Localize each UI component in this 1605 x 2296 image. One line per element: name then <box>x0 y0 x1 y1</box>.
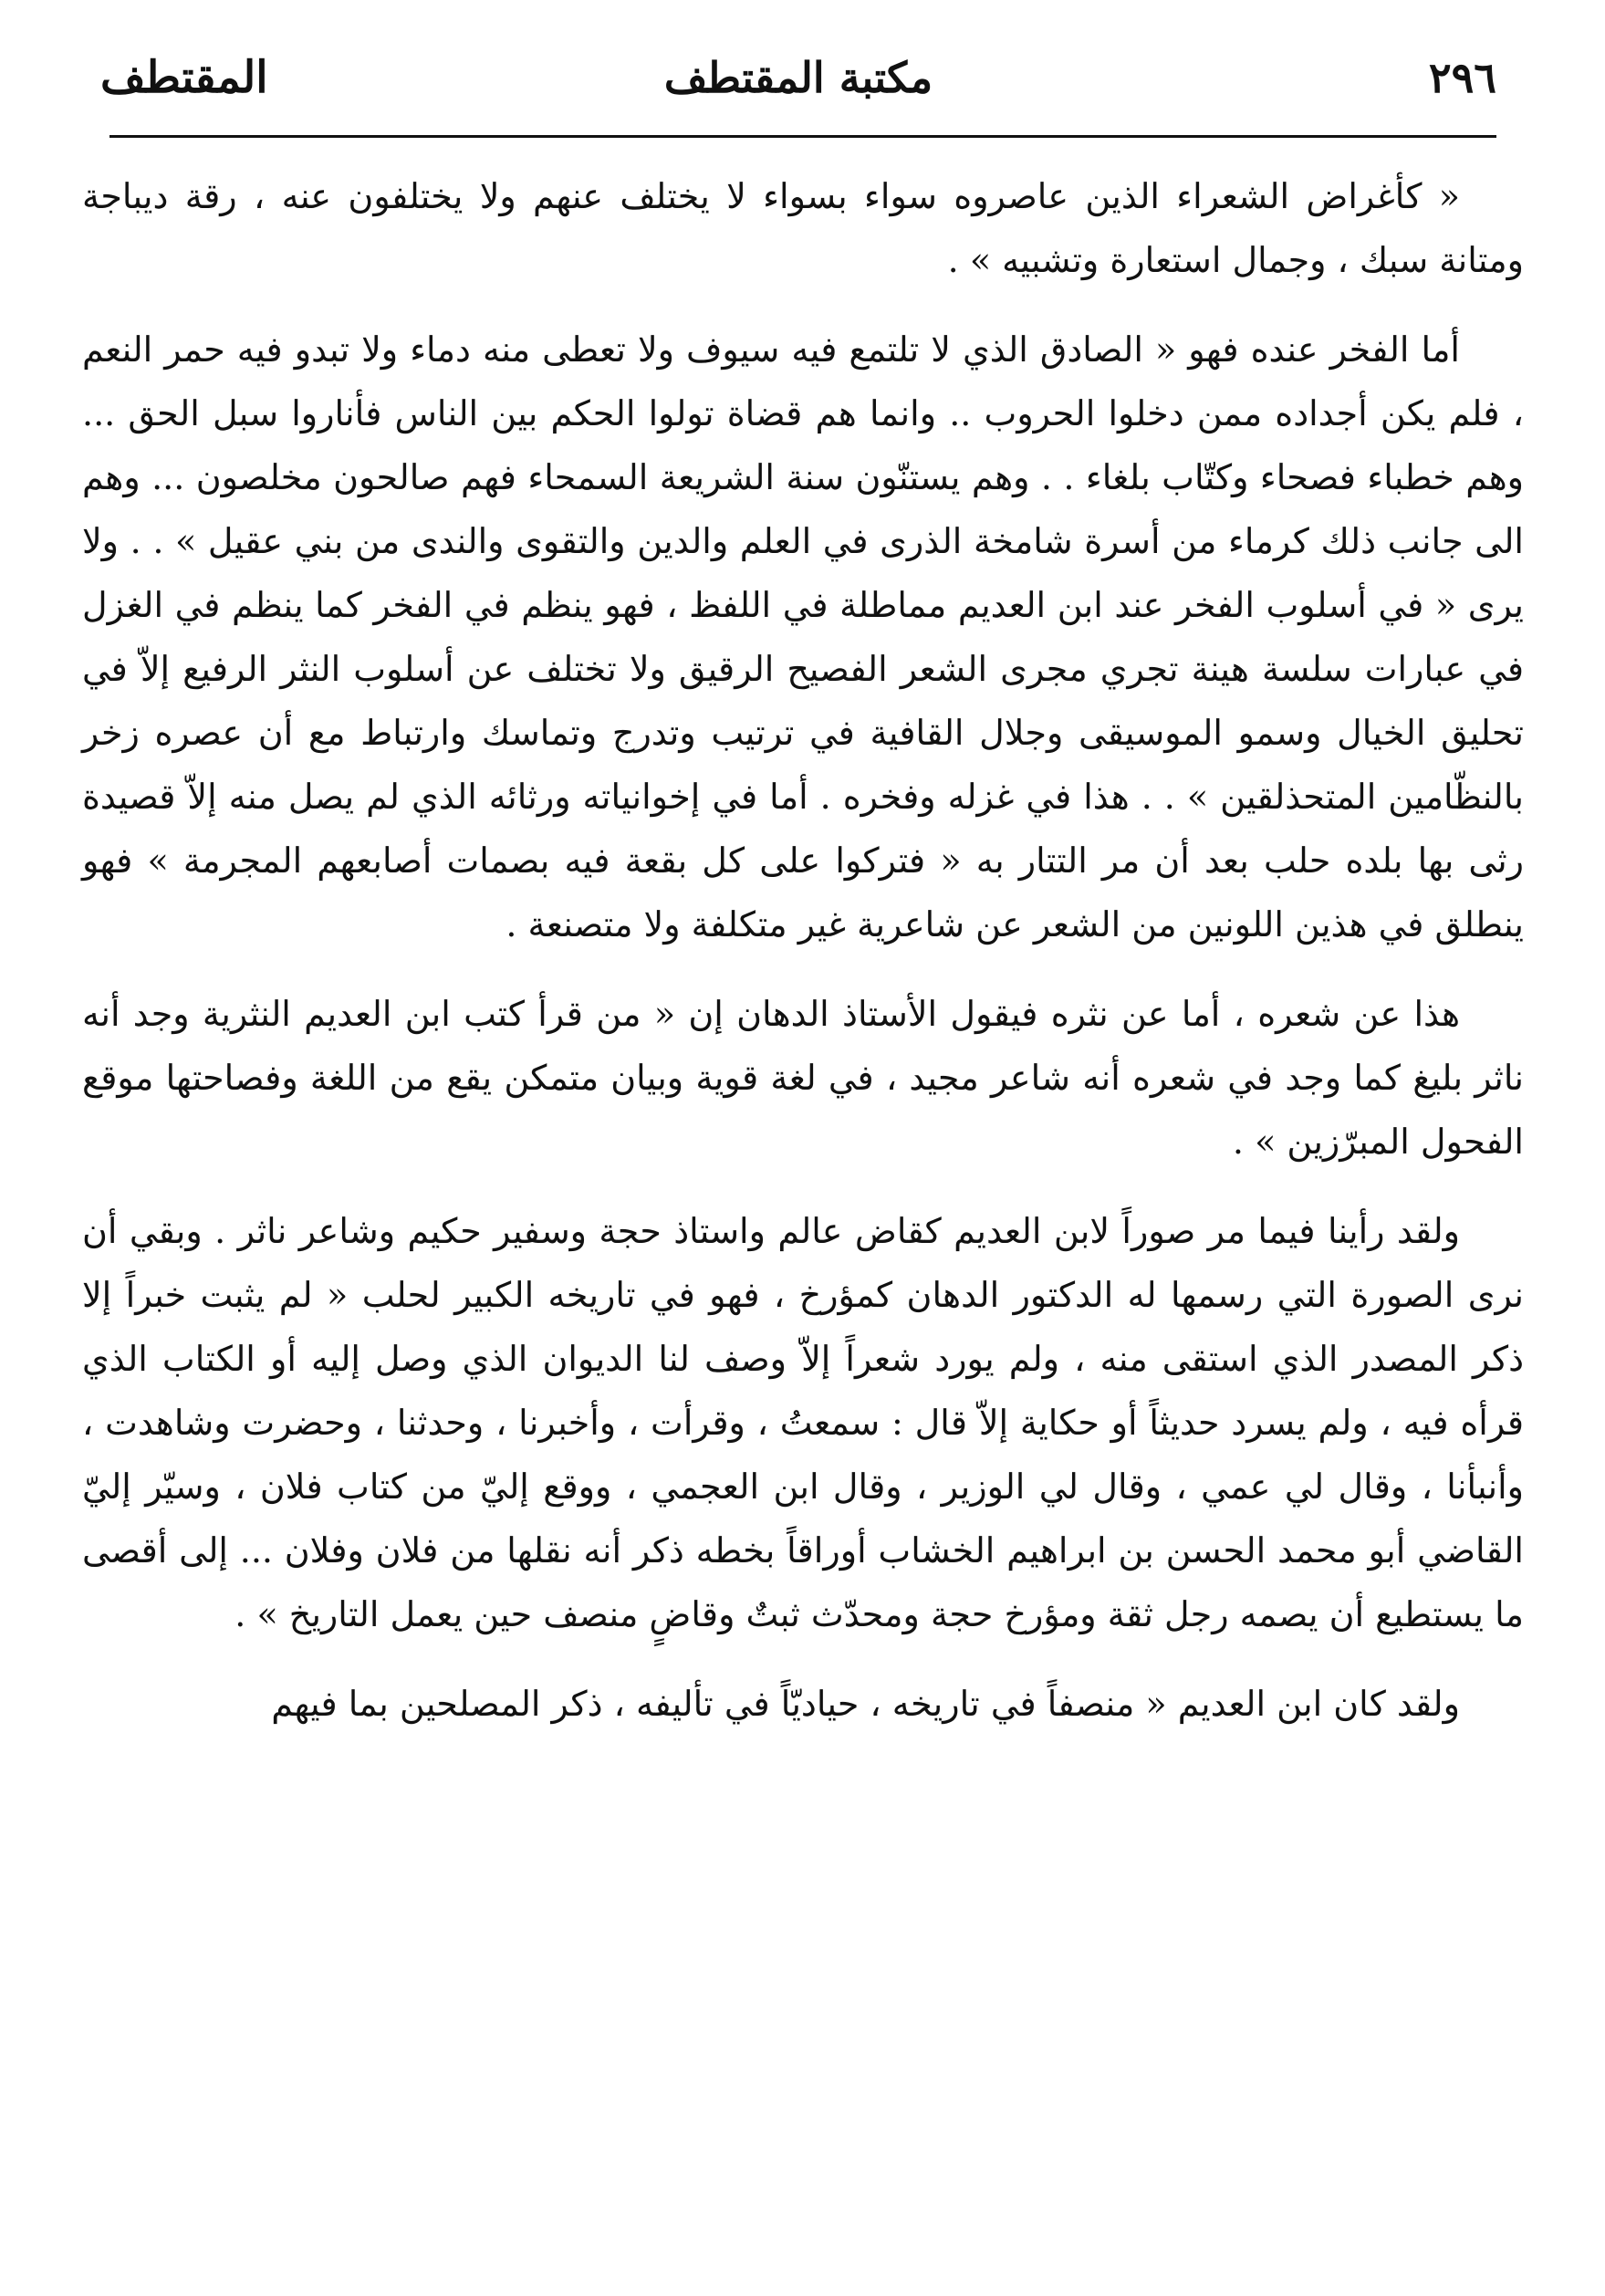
paragraph-2: أما الفخر عنده فهو « الصادق الذي لا تلتمع فيه سيوف ولا تعطى منه دماء ولا تبدو فيه حمر النعم ، فلم يكن أجداده ممن دخلوا الحروب .. وانما هم قضاة تولوا الحكم بين الناس فأناروا سبل الحق ... وهم خطباء فصحاء وكتّاب بلغاء . . وهم يستنّون سنة الشريعة السمحاء فهم صالحون مخلصون ... وهم الى جانب ذلك كرماء من أسرة شامخة الذرى في العلم والدين والتقوى والندى من بني عقيل » . . ولا يرى « في أسلوب الفخر عند ابن العديم مماطلة في اللفظ ، فهو ينظم في الفخر كما ينظم في الغزل في عبارات سلسة هينة تجري مجرى الشعر الفصيح الرقيق ولا تختلف عن أسلوب النثر الرفيع إلاّ في تحليق الخيال وسمو الموسيقى وجلال القافية في ترتيب وتدرج وتماسك وارتباط مع أن عصره زخر بالنظّامين المتحذلقين » . . هذا في غزله وفخره . أما في إخوانياته ورثائه الذي لم يصل منه إلاّ قصيدة رثى بها بلده حلب بعد أن مر التتار به « فتركوا على كل بقعة فيه بصمات أصابعهم المجرمة » فهو ينطلق في هذين اللونين من الشعر عن شاعرية غير متكلفة ولا متصنعة . <box>82 329 1524 944</box>
page-number: ٢٩٦ <box>1428 53 1496 102</box>
running-head: المقتطف <box>100 52 268 103</box>
paragraph-4: ولقد رأينا فيما مر صوراً لابن العديم كقاض عالم واستاذ حجة وسفير حكيم وشاعر ناثر . وبقي أن نرى الصورة التي رسمها له الدكتور الدهان كمؤرخ ، فهو في تاريخه الكبير لحلب « لم يثبت خبراً إلا ذكر المصدر الذي استقى منه ، ولم يورد شعراً إلاّ وصف لنا الديوان الذي وصل إليه أو الكتاب الذي قرأه فيه ، ولم يسرد حديثاً أو حكاية إلاّ قال : سمعتُ ، وقرأت ، وأخبرنا ، وحدثنا ، وحضرت وشاهدت ، وأنبأنا ، وقال لي عمي ، وقال لي الوزير ، وقال ابن العجمي ، ووقع إليّ من كتاب فلان ، وسيّر إليّ القاضي أبو محمد الحسن بن ابراهيم الخشاب أوراقاً بخطه ذكر أنه نقلها من فلان وفلان ... إلى أقصى ما يستطيع أن يصمه رجل ثقة ومؤرخ حجة ومحدّث ثبتٌ وقاضٍ منصف حين يعمل التاريخ » . <box>82 1211 1524 1634</box>
paragraph-1: « كأغراض الشعراء الذين عاصروه سواء بسواء لا يختلف عنهم ولا يختلفون عنه ، رقة ديباجة ومتانة سبك ، وجمال استعارة وتشبيه » . <box>82 176 1524 280</box>
paragraph-3: هذا عن شعره ، أما عن نثره فيقول الأستاذ الدهان إن « من قرأ كتب ابن العديم النثرية وجد أنه ناثر بليغ كما وجد في شعره أنه شاعر مجيد ، في لغة قوية وبيان متمكن يقع من اللغة وفصاحتها موقع الفحول المبرّزين » . <box>82 994 1524 1162</box>
paragraph-5: ولقد كان ابن العديم « منصفاً في تاريخه ، حياديّاً في تأليفه ، ذكر المصلحين بما فيهم <box>271 1684 1460 1724</box>
header-rule <box>109 135 1496 138</box>
page-body <box>82 164 1524 2263</box>
page-header <box>100 41 1496 114</box>
header-title: مكتبة المقتطف <box>663 53 933 102</box>
